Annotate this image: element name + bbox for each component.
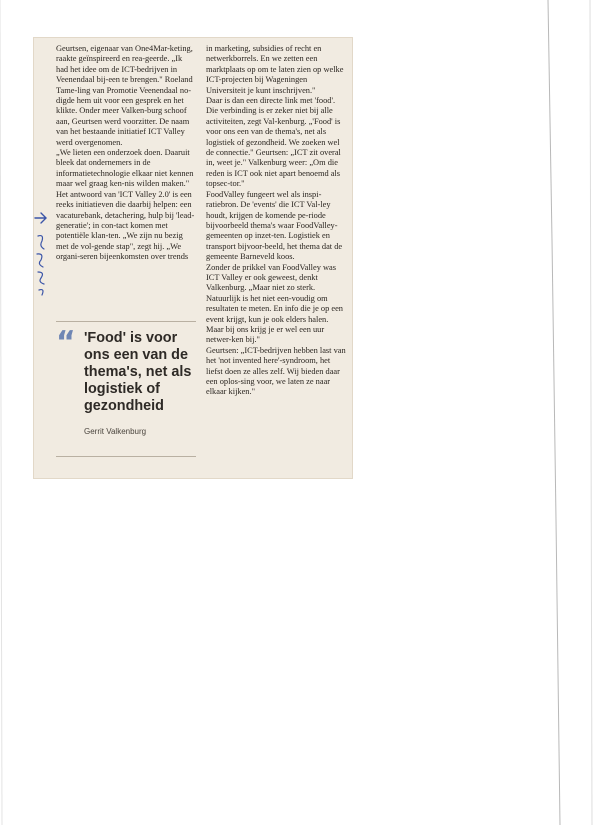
article-paragraph: Geurtsen, eigenaar van One4Mar-keting, raakte geïnspireerd en rea-geerde. „Ik had het idee om de ICT-bedrijven in Veenendaal bij-een te brengen." Roeland Tame-ling van Promotie Veenendaal no-digde hem uit voor een gesprek en het klikte. Onder meer Valken-burg schoof aan, Geurtsen werd voorzitter. De naam van het bestaande initiatief ICT Valley werd overgenomen. [56,44,193,147]
article-column-left [56,44,196,263]
newspaper-clipping [34,38,352,478]
pull-quote-author: Gerrit Valkenburg [84,427,147,436]
quote-divider-bottom [56,456,196,457]
article-paragraph: Zonder de prikkel van FoodValley was ICT Valley er ook geweest, denkt Valkenburg. „Maar niet zo sterk. Natuurlijk is het niet een-voudig om resultaten te meten. En info die je op een event krijgt, kun je ook elders halen. Maar bij ons krijg je er wel een uur netwer-ken bij." [206,262,343,345]
article-paragraph: Daar is dan een directe link met 'food'. Die verbinding is er zeker niet bij alle activiteiten, zegt Val-kenburg. „'Food' is voor ons een van de thema's, net als logistiek of gezondheid. We zoeken wel de connectie." Geurtsen: „ICT zit overal in, weet je." Valkenburg weer: „Om die reden is ICT ook niet apart benoemd als topsec-tor." [206,96,341,189]
article-paragraph: in marketing, subsidies of recht en netwerkborrels. En we zetten een marktplaats op om te laten zien op welke ICT-projecten bij Wageningen Universiteit je kunt inschrijven." [206,44,344,95]
quote-divider-top [56,321,196,322]
article-column-right [206,44,348,398]
pull-quote [56,325,196,436]
pull-quote-text: 'Food' is voor ons een van de thema's, net als logistiek of gezondheid [84,330,192,414]
quote-mark-icon: “ [56,325,76,360]
handwritten-pen-mark-icon [34,206,52,306]
article-paragraph: FoodValley fungeert wel als inspi-ratiebron. De 'events' die ICT Val-ley houdt, krijgen de komende pe-riode bijvoorbeeld thema's waar FoodValley-gemeenten op inzet-ten. Logistiek en transport bijvoor-beeld, het thema dat de gemeente Barneveld koos. [206,189,343,262]
article-paragraph: „We lieten een onderzoek doen. Daaruit bleek dat ondernemers in de informatietechnologie elkaar niet kennen maar wel graag ken-nis wilden maken." Het antwoord van 'ICT Valley 2.0' is een reeks initiatieven die daarbij helpen: een vacaturebank, detachering, hulp bij 'lead-generatie'; in con-tact komen met potentiële klan-ten. „We zijn nu bezig met de vol-gende stap", zegt hij. „We organi-seren bijeenkomsten over trends [56,148,195,262]
article-paragraph: Geurtsen: „ICT-bedrijven hebben last van het 'not invented here'-syndroom, het liefst doen ze alles zelf. Wij bieden daar een oplos-sing voor, we laten ze naar elkaar kijken." [206,345,346,397]
